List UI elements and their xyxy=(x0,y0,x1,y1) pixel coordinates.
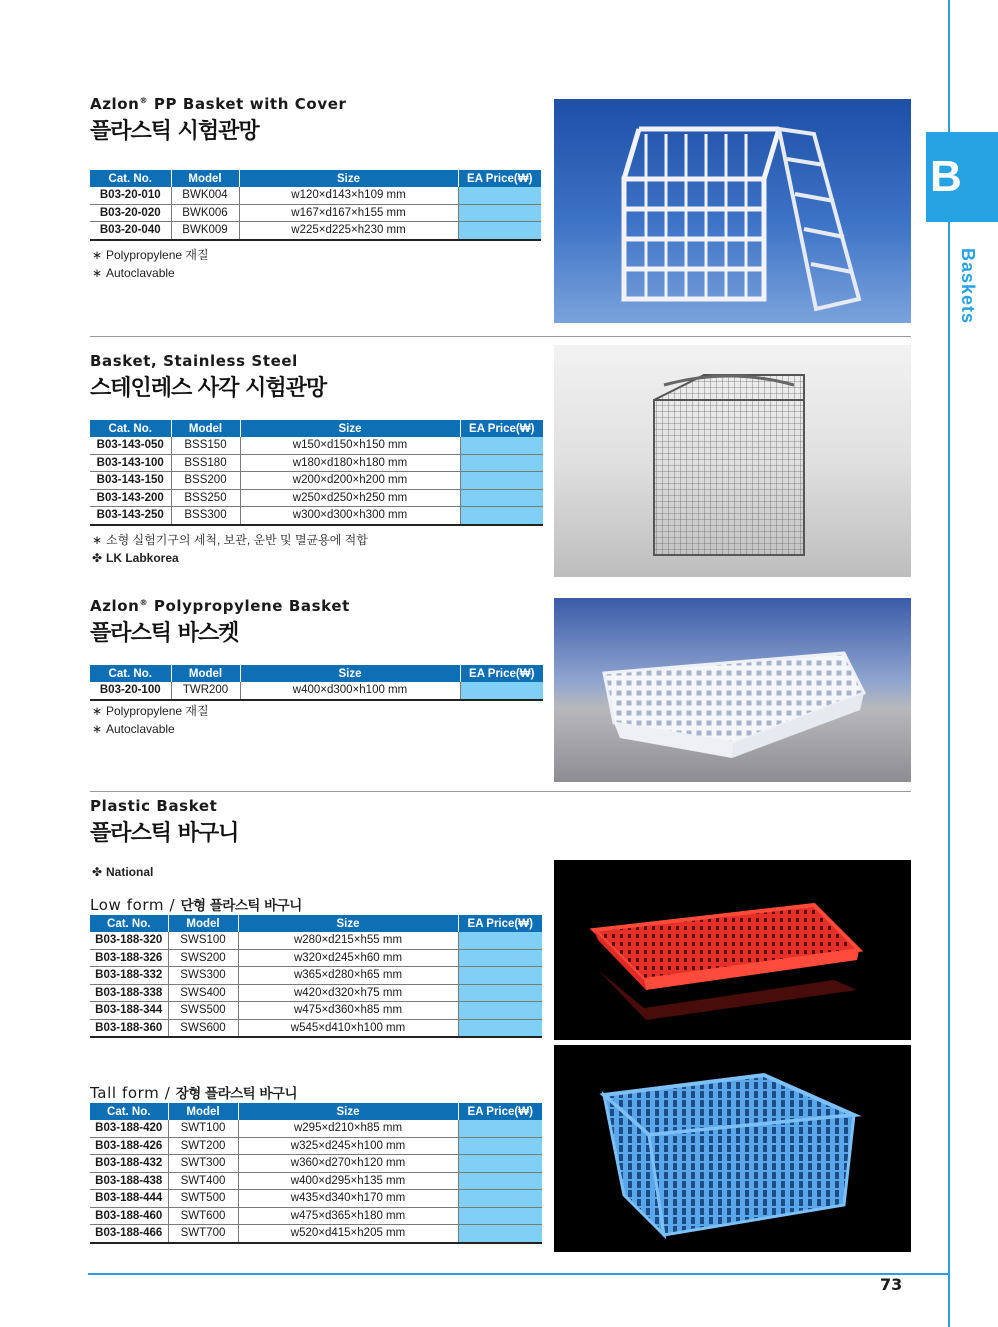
size: w365×d280×h65 mm xyxy=(238,967,458,985)
price-cell xyxy=(458,984,542,1002)
col-cat-header: Cat. No. xyxy=(90,420,171,437)
price-cell xyxy=(458,1190,542,1208)
size: w545×d410×h100 mm xyxy=(238,1019,458,1037)
product-title-en: Basket, Stainless Steel xyxy=(90,352,298,370)
model: TWR200 xyxy=(171,682,240,700)
cat-no: B03-188-466 xyxy=(90,1225,168,1243)
size: w167×d167×h155 mm xyxy=(239,204,458,222)
col-price-header: EA Price(₩) xyxy=(458,170,541,187)
size: w520×d415×h205 mm xyxy=(238,1225,458,1243)
product-title-en: Plastic Basket xyxy=(90,797,218,815)
product-section-stainless-basket xyxy=(90,352,545,567)
model: SWS600 xyxy=(168,1019,238,1037)
col-size-header: Size xyxy=(238,915,458,932)
table-row xyxy=(90,472,543,490)
price-cell xyxy=(460,437,543,454)
col-model-header: Model xyxy=(171,420,240,437)
table-row xyxy=(90,507,543,525)
model: SWS300 xyxy=(168,967,238,985)
price-cell xyxy=(458,222,541,240)
section-divider xyxy=(90,791,911,792)
product-title-ko: 플라스틱 시험관망 xyxy=(90,119,259,144)
note-item: ∗ Polypropylene 재질 xyxy=(92,703,209,718)
col-size-header: Size xyxy=(240,420,460,437)
col-cat-header: Cat. No. xyxy=(90,170,171,187)
col-size-header: Size xyxy=(240,665,460,682)
model: BSS250 xyxy=(171,489,240,507)
table-row xyxy=(90,1155,542,1173)
price-cell xyxy=(460,489,543,507)
size: w225×d225×h230 mm xyxy=(239,222,458,240)
col-cat-header: Cat. No. xyxy=(90,915,168,932)
price-cell xyxy=(458,949,542,967)
table-row xyxy=(90,1137,542,1155)
col-model-header: Model xyxy=(168,1103,238,1120)
price-cell xyxy=(460,507,543,525)
cat-no: B03-20-100 xyxy=(90,682,171,700)
price-cell xyxy=(458,1155,542,1173)
table-row xyxy=(90,437,543,454)
size: w420×d320×h75 mm xyxy=(238,984,458,1002)
model: SWT300 xyxy=(168,1155,238,1173)
product-title-en: Azlon® PP Basket with Cover xyxy=(90,95,347,113)
model: SWT100 xyxy=(168,1120,238,1137)
price-cell xyxy=(458,1207,542,1225)
cat-no: B03-188-438 xyxy=(90,1172,168,1190)
model: SWT400 xyxy=(168,1172,238,1190)
cat-no: B03-143-100 xyxy=(90,454,171,472)
page-number: 73 xyxy=(880,1275,903,1294)
price-cell xyxy=(458,932,542,949)
col-model-header: Model xyxy=(171,665,240,682)
size: w150×d150×h150 mm xyxy=(240,437,460,454)
cat-no: B03-188-432 xyxy=(90,1155,168,1173)
size: w180×d180×h180 mm xyxy=(240,454,460,472)
product-title-ko: 플라스틱 바스켓 xyxy=(90,621,239,646)
brand-note: ✤ National xyxy=(92,865,154,879)
col-price-header: EA Price(₩) xyxy=(460,665,543,682)
size: w360×d270×h120 mm xyxy=(238,1155,458,1173)
table-row xyxy=(90,932,542,949)
table-row xyxy=(90,682,543,700)
footer-rule xyxy=(88,1273,948,1275)
size: w120×d143×h109 mm xyxy=(239,187,458,204)
model: BWK004 xyxy=(171,187,239,204)
table-row xyxy=(90,454,543,472)
note-item: ∗ 소형 실험기구의 세척, 보관, 운반 및 멸균용에 적합 xyxy=(92,532,368,547)
cat-no: B03-188-360 xyxy=(90,1019,168,1037)
table-row xyxy=(90,949,542,967)
cat-no: B03-143-150 xyxy=(90,472,171,490)
col-cat-header: Cat. No. xyxy=(90,1103,168,1120)
cat-no: B03-188-460 xyxy=(90,1207,168,1225)
size: w250×d250×h250 mm xyxy=(240,489,460,507)
table-row xyxy=(90,967,542,985)
product-photo-blue-basket xyxy=(554,1045,911,1252)
size: w325×d245×h100 mm xyxy=(238,1137,458,1155)
size: w400×d300×h100 mm xyxy=(240,682,460,700)
price-cell xyxy=(460,454,543,472)
cat-no: B03-188-338 xyxy=(90,984,168,1002)
size: w200×d200×h200 mm xyxy=(240,472,460,490)
table-row xyxy=(90,1190,542,1208)
table-row xyxy=(90,204,541,222)
model: SWS400 xyxy=(168,984,238,1002)
col-model-header: Model xyxy=(171,170,239,187)
price-cell xyxy=(460,682,543,700)
table-row xyxy=(90,489,543,507)
cat-no: B03-20-040 xyxy=(90,222,171,240)
spec-table xyxy=(90,420,543,526)
model: SWT700 xyxy=(168,1225,238,1243)
model: SWT500 xyxy=(168,1190,238,1208)
table-row xyxy=(90,1002,542,1020)
price-cell xyxy=(458,1225,542,1243)
section-tab-label: Baskets xyxy=(958,248,978,325)
size: w300×d300×h300 mm xyxy=(240,507,460,525)
model: SWS100 xyxy=(168,932,238,949)
product-title-en: Azlon® Polypropylene Basket xyxy=(90,597,350,615)
price-cell xyxy=(458,1137,542,1155)
table-row xyxy=(90,1172,542,1190)
product-photo-pp-basket xyxy=(554,598,911,782)
col-model-header: Model xyxy=(168,915,238,932)
model: SWT600 xyxy=(168,1207,238,1225)
col-price-header: EA Price(₩) xyxy=(458,915,542,932)
table-row xyxy=(90,1120,542,1137)
col-size-header: Size xyxy=(238,1103,458,1120)
col-cat-header: Cat. No. xyxy=(90,665,171,682)
note-item: ∗ Polypropylene 재질 xyxy=(92,247,209,262)
product-photo-pp-basket-cover xyxy=(554,99,911,323)
size: w400×d295×h135 mm xyxy=(238,1172,458,1190)
product-photo-stainless-basket xyxy=(554,345,911,577)
model: BWK006 xyxy=(171,204,239,222)
size: w475×d360×h85 mm xyxy=(238,1002,458,1020)
low-form-heading: Low form / 단형 플라스틱 바구니 xyxy=(90,896,302,914)
table-header-row xyxy=(90,420,543,437)
product-section-plastic-basket xyxy=(90,797,545,1244)
price-cell xyxy=(458,967,542,985)
model: BSS180 xyxy=(171,454,240,472)
size: w320×d245×h60 mm xyxy=(238,949,458,967)
table-row xyxy=(90,187,541,204)
size: w435×d340×h170 mm xyxy=(238,1190,458,1208)
model: BSS300 xyxy=(171,507,240,525)
table-header-row xyxy=(90,665,543,682)
cat-no: B03-188-344 xyxy=(90,1002,168,1020)
cat-no: B03-188-444 xyxy=(90,1190,168,1208)
model: SWS200 xyxy=(168,949,238,967)
product-section-pp-basket-cover xyxy=(90,95,545,282)
size: w295×d210×h85 mm xyxy=(238,1120,458,1137)
cat-no: B03-188-426 xyxy=(90,1137,168,1155)
table-header-row xyxy=(90,1103,542,1120)
product-photo-red-basket xyxy=(554,860,911,1040)
cat-no: B03-188-420 xyxy=(90,1120,168,1137)
model: BWK009 xyxy=(171,222,239,240)
cat-no: B03-143-250 xyxy=(90,507,171,525)
price-cell xyxy=(460,472,543,490)
price-cell xyxy=(458,1019,542,1037)
price-cell xyxy=(458,204,541,222)
note-item: ∗ Autoclavable xyxy=(92,721,175,736)
size: w280×d215×h55 mm xyxy=(238,932,458,949)
model: SWT200 xyxy=(168,1137,238,1155)
product-section-pp-basket xyxy=(90,597,545,738)
table-header-row xyxy=(90,915,542,932)
cat-no: B03-20-020 xyxy=(90,204,171,222)
spec-table xyxy=(90,170,541,241)
spec-table-tall-form xyxy=(90,1103,542,1244)
table-row xyxy=(90,1019,542,1037)
col-price-header: EA Price(₩) xyxy=(458,1103,542,1120)
col-size-header: Size xyxy=(239,170,458,187)
cat-no: B03-188-332 xyxy=(90,967,168,985)
cat-no: B03-143-050 xyxy=(90,437,171,454)
price-cell xyxy=(458,1002,542,1020)
product-title-ko: 스테인레스 사각 시험관망 xyxy=(90,376,327,401)
product-title-ko: 플라스틱 바구니 xyxy=(90,821,239,846)
table-row xyxy=(90,222,541,240)
size: w475×d365×h180 mm xyxy=(238,1207,458,1225)
cat-no: B03-188-320 xyxy=(90,932,168,949)
cat-no: B03-188-326 xyxy=(90,949,168,967)
table-row xyxy=(90,984,542,1002)
section-tab-letter: B xyxy=(926,132,998,222)
price-cell xyxy=(458,1172,542,1190)
col-price-header: EA Price(₩) xyxy=(460,420,543,437)
model: BSS150 xyxy=(171,437,240,454)
table-row xyxy=(90,1207,542,1225)
tall-form-heading: Tall form / 장형 플라스틱 바구니 xyxy=(90,1084,298,1102)
cat-no: B03-143-200 xyxy=(90,489,171,507)
spec-table xyxy=(90,665,543,701)
cat-no: B03-20-010 xyxy=(90,187,171,204)
table-header-row xyxy=(90,170,541,187)
table-row xyxy=(90,1225,542,1243)
note-item: ∗ Autoclavable xyxy=(92,265,175,280)
spec-table-low-form xyxy=(90,915,542,1038)
model: SWS500 xyxy=(168,1002,238,1020)
price-cell xyxy=(458,1120,542,1137)
model: BSS200 xyxy=(171,472,240,490)
price-cell xyxy=(458,187,541,204)
brand-note: ✤ LK Labkorea xyxy=(92,550,179,565)
section-divider xyxy=(90,336,911,337)
